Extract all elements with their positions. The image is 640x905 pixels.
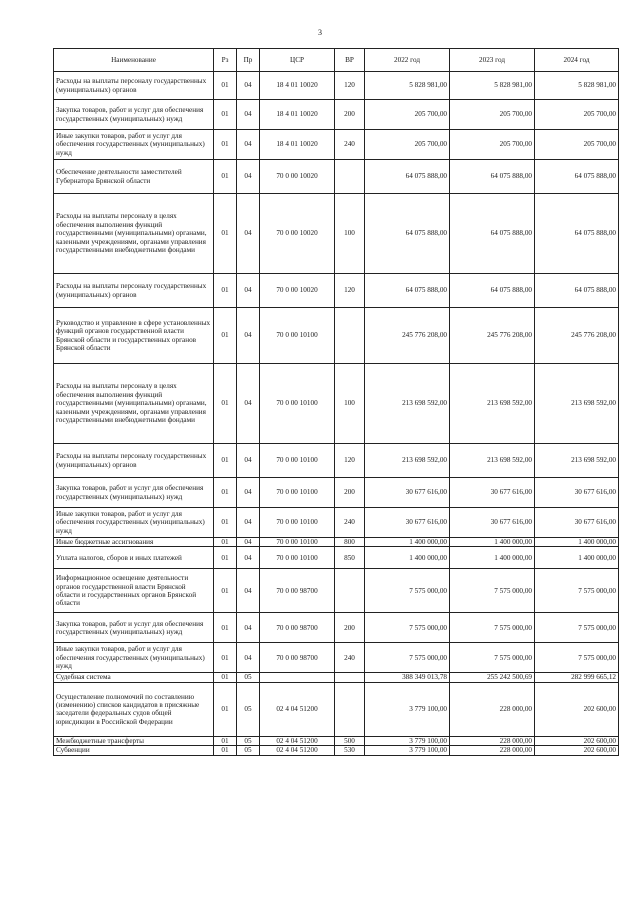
cell-rz: 01 — [214, 682, 237, 736]
cell-csr: 02 4 04 51200 — [260, 746, 335, 755]
cell-y2024: 7 575 000,00 — [535, 643, 619, 673]
table-body — [54, 72, 619, 756]
table-row — [54, 736, 619, 745]
cell-pr: 04 — [237, 364, 260, 444]
cell-name: Иные закупки товаров, работ и услуг для обеспечения государственных (муниципальных) нужд — [54, 130, 214, 160]
cell-y2022: 205 700,00 — [365, 130, 450, 160]
cell-csr: 70 0 00 10020 — [260, 274, 335, 308]
cell-pr: 05 — [237, 746, 260, 755]
cell-y2023: 7 575 000,00 — [450, 613, 535, 643]
table-row — [54, 643, 619, 673]
cell-rz: 01 — [214, 643, 237, 673]
cell-y2024: 7 575 000,00 — [535, 569, 619, 613]
cell-y2023: 64 075 888,00 — [450, 194, 535, 274]
cell-y2023: 5 828 981,00 — [450, 72, 535, 100]
cell-csr: 70 0 00 10100 — [260, 538, 335, 547]
cell-y2022: 388 349 013,78 — [365, 673, 450, 682]
cell-csr: 02 4 04 51200 — [260, 736, 335, 745]
cell-csr: 70 0 00 10100 — [260, 308, 335, 364]
cell-y2022: 7 575 000,00 — [365, 613, 450, 643]
header-rz: Рз — [214, 49, 237, 72]
cell-rz: 01 — [214, 547, 237, 569]
cell-y2023: 255 242 500,69 — [450, 673, 535, 682]
cell-vr: 240 — [335, 130, 365, 160]
cell-rz: 01 — [214, 538, 237, 547]
cell-name: Расходы на выплаты персоналу в целях обеспечения выполнения функций государственными (муниципальными) органами, казенными учреждениями, органами управления государственными внебюджетными фондами — [54, 364, 214, 444]
table-row — [54, 538, 619, 547]
cell-vr: 500 — [335, 736, 365, 745]
cell-name: Информационное освещение деятельности органов государственной власти Брянской области и государственных органов Брянской области — [54, 569, 214, 613]
cell-name: Межбюджетные трансферты — [54, 736, 214, 745]
table-row — [54, 508, 619, 538]
cell-vr — [335, 682, 365, 736]
cell-y2022: 3 779 100,00 — [365, 746, 450, 755]
cell-rz: 01 — [214, 736, 237, 745]
cell-y2022: 30 677 616,00 — [365, 478, 450, 508]
table-row — [54, 308, 619, 364]
cell-y2024: 5 828 981,00 — [535, 72, 619, 100]
cell-pr: 04 — [237, 547, 260, 569]
cell-vr: 530 — [335, 746, 365, 755]
cell-rz: 01 — [214, 72, 237, 100]
cell-pr: 04 — [237, 274, 260, 308]
cell-y2022: 64 075 888,00 — [365, 160, 450, 194]
table-row — [54, 613, 619, 643]
header-pr: Пр — [237, 49, 260, 72]
cell-rz: 01 — [214, 746, 237, 755]
cell-rz: 01 — [214, 160, 237, 194]
cell-rz: 01 — [214, 569, 237, 613]
cell-y2023: 213 698 592,00 — [450, 364, 535, 444]
cell-name: Судебная система — [54, 673, 214, 682]
cell-y2024: 30 677 616,00 — [535, 478, 619, 508]
cell-y2022: 7 575 000,00 — [365, 643, 450, 673]
cell-csr: 70 0 00 10020 — [260, 160, 335, 194]
table-row — [54, 682, 619, 736]
table-row — [54, 673, 619, 682]
cell-vr: 200 — [335, 100, 365, 130]
cell-vr: 100 — [335, 364, 365, 444]
cell-name: Расходы на выплаты персоналу государственных (муниципальных) органов — [54, 444, 214, 478]
cell-pr: 04 — [237, 194, 260, 274]
cell-name: Расходы на выплаты персоналу государственных (муниципальных) органов — [54, 72, 214, 100]
cell-name: Руководство и управление в сфере установленных функций органов государственной власти Брянской области и государственных органов Брянской области — [54, 308, 214, 364]
cell-y2024: 64 075 888,00 — [535, 274, 619, 308]
cell-rz: 01 — [214, 364, 237, 444]
cell-pr: 04 — [237, 100, 260, 130]
cell-vr: 100 — [335, 194, 365, 274]
table-row — [54, 547, 619, 569]
cell-y2024: 202 600,00 — [535, 746, 619, 755]
table-row — [54, 274, 619, 308]
cell-name: Иные бюджетные ассигнования — [54, 538, 214, 547]
cell-y2024: 64 075 888,00 — [535, 194, 619, 274]
cell-vr — [335, 569, 365, 613]
cell-rz: 01 — [214, 130, 237, 160]
cell-name: Уплата налогов, сборов и иных платежей — [54, 547, 214, 569]
cell-y2022: 5 828 981,00 — [365, 72, 450, 100]
cell-name: Закупка товаров, работ и услуг для обеспечения государственных (муниципальных) нужд — [54, 478, 214, 508]
cell-csr: 18 4 01 10020 — [260, 72, 335, 100]
cell-y2023: 205 700,00 — [450, 130, 535, 160]
cell-csr: 70 0 00 10100 — [260, 547, 335, 569]
cell-vr — [335, 160, 365, 194]
cell-y2023: 1 400 000,00 — [450, 538, 535, 547]
cell-y2023: 64 075 888,00 — [450, 160, 535, 194]
cell-y2023: 7 575 000,00 — [450, 569, 535, 613]
cell-rz: 01 — [214, 673, 237, 682]
cell-y2022: 205 700,00 — [365, 100, 450, 130]
cell-csr: 70 0 00 10100 — [260, 364, 335, 444]
cell-y2023: 228 000,00 — [450, 736, 535, 745]
cell-csr: 70 0 00 98700 — [260, 569, 335, 613]
cell-vr: 200 — [335, 613, 365, 643]
cell-csr: 70 0 00 10020 — [260, 194, 335, 274]
cell-y2023: 213 698 592,00 — [450, 444, 535, 478]
cell-y2024: 64 075 888,00 — [535, 160, 619, 194]
cell-y2023: 228 000,00 — [450, 746, 535, 755]
header-name: Наименование — [54, 49, 214, 72]
page-number: 3 — [318, 28, 322, 37]
cell-csr: 18 4 01 10020 — [260, 100, 335, 130]
cell-y2022: 1 400 000,00 — [365, 538, 450, 547]
cell-pr: 04 — [237, 478, 260, 508]
table-header-row — [54, 49, 619, 72]
cell-vr: 120 — [335, 72, 365, 100]
cell-csr: 70 0 00 10100 — [260, 508, 335, 538]
cell-y2024: 1 400 000,00 — [535, 547, 619, 569]
cell-y2022: 213 698 592,00 — [365, 444, 450, 478]
table-row — [54, 160, 619, 194]
header-2024: 2024 год — [535, 49, 619, 72]
cell-y2022: 7 575 000,00 — [365, 569, 450, 613]
cell-y2024: 202 600,00 — [535, 682, 619, 736]
cell-csr: 70 0 00 10100 — [260, 478, 335, 508]
cell-rz: 01 — [214, 194, 237, 274]
cell-vr: 240 — [335, 643, 365, 673]
table-row — [54, 72, 619, 100]
table-row — [54, 100, 619, 130]
cell-pr: 04 — [237, 160, 260, 194]
cell-pr: 04 — [237, 72, 260, 100]
cell-y2023: 205 700,00 — [450, 100, 535, 130]
cell-vr — [335, 308, 365, 364]
cell-name: Закупка товаров, работ и услуг для обеспечения государственных (муниципальных) нужд — [54, 613, 214, 643]
cell-name: Осуществление полномочий по составлению (изменению) списков кандидатов в присяжные заседатели федеральных судов общей юрисдикции в Российской Федерации — [54, 682, 214, 736]
budget-table — [53, 48, 619, 756]
cell-y2024: 30 677 616,00 — [535, 508, 619, 538]
cell-pr: 05 — [237, 682, 260, 736]
cell-vr: 850 — [335, 547, 365, 569]
cell-name: Закупка товаров, работ и услуг для обеспечения государственных (муниципальных) нужд — [54, 100, 214, 130]
cell-rz: 01 — [214, 100, 237, 130]
cell-pr: 04 — [237, 444, 260, 478]
cell-pr: 04 — [237, 308, 260, 364]
cell-vr: 800 — [335, 538, 365, 547]
table-row — [54, 194, 619, 274]
cell-y2024: 245 776 208,00 — [535, 308, 619, 364]
table-row — [54, 478, 619, 508]
header-2023: 2023 год — [450, 49, 535, 72]
cell-name: Расходы на выплаты персоналу в целях обеспечения выполнения функций государственными (муниципальными) органами, казенными учреждениями, органами управления государственными внебюджетными фондами — [54, 194, 214, 274]
table-row — [54, 444, 619, 478]
table-row — [54, 569, 619, 613]
cell-y2024: 282 999 665,12 — [535, 673, 619, 682]
header-csr: ЦСР — [260, 49, 335, 72]
cell-name: Иные закупки товаров, работ и услуг для обеспечения государственных (муниципальных) нужд — [54, 508, 214, 538]
cell-pr: 04 — [237, 538, 260, 547]
cell-y2022: 3 779 100,00 — [365, 736, 450, 745]
cell-csr: 70 0 00 98700 — [260, 643, 335, 673]
cell-vr — [335, 673, 365, 682]
cell-rz: 01 — [214, 613, 237, 643]
cell-rz: 01 — [214, 444, 237, 478]
cell-y2023: 7 575 000,00 — [450, 643, 535, 673]
cell-vr: 120 — [335, 274, 365, 308]
cell-csr: 02 4 04 51200 — [260, 682, 335, 736]
table-row — [54, 364, 619, 444]
cell-y2023: 30 677 616,00 — [450, 478, 535, 508]
cell-y2024: 7 575 000,00 — [535, 613, 619, 643]
cell-pr: 04 — [237, 508, 260, 538]
cell-pr: 04 — [237, 613, 260, 643]
cell-y2024: 205 700,00 — [535, 100, 619, 130]
cell-name: Расходы на выплаты персоналу государственных (муниципальных) органов — [54, 274, 214, 308]
cell-name: Иные закупки товаров, работ и услуг для обеспечения государственных (муниципальных) нужд — [54, 643, 214, 673]
cell-csr: 18 4 01 10020 — [260, 130, 335, 160]
cell-y2024: 213 698 592,00 — [535, 444, 619, 478]
cell-name: Субвенции — [54, 746, 214, 755]
header-vr: ВР — [335, 49, 365, 72]
header-2022: 2022 год — [365, 49, 450, 72]
cell-y2023: 1 400 000,00 — [450, 547, 535, 569]
cell-vr: 200 — [335, 478, 365, 508]
cell-name: Обеспечение деятельности заместителей Губернатора Брянской области — [54, 160, 214, 194]
table-row — [54, 130, 619, 160]
cell-pr: 05 — [237, 736, 260, 745]
cell-y2022: 64 075 888,00 — [365, 194, 450, 274]
cell-y2024: 202 600,00 — [535, 736, 619, 745]
cell-y2024: 213 698 592,00 — [535, 364, 619, 444]
cell-y2023: 228 000,00 — [450, 682, 535, 736]
cell-y2024: 205 700,00 — [535, 130, 619, 160]
cell-y2022: 245 776 208,00 — [365, 308, 450, 364]
cell-vr: 240 — [335, 508, 365, 538]
cell-y2022: 64 075 888,00 — [365, 274, 450, 308]
cell-csr: 70 0 00 10100 — [260, 444, 335, 478]
cell-y2023: 64 075 888,00 — [450, 274, 535, 308]
cell-y2022: 1 400 000,00 — [365, 547, 450, 569]
cell-rz: 01 — [214, 274, 237, 308]
cell-y2022: 213 698 592,00 — [365, 364, 450, 444]
cell-y2022: 30 677 616,00 — [365, 508, 450, 538]
cell-pr: 04 — [237, 130, 260, 160]
cell-csr — [260, 673, 335, 682]
cell-rz: 01 — [214, 478, 237, 508]
cell-rz: 01 — [214, 308, 237, 364]
cell-pr: 04 — [237, 569, 260, 613]
cell-vr: 120 — [335, 444, 365, 478]
cell-y2024: 1 400 000,00 — [535, 538, 619, 547]
table-row — [54, 746, 619, 755]
cell-csr: 70 0 00 98700 — [260, 613, 335, 643]
cell-y2023: 245 776 208,00 — [450, 308, 535, 364]
cell-y2022: 3 779 100,00 — [365, 682, 450, 736]
cell-pr: 05 — [237, 673, 260, 682]
cell-pr: 04 — [237, 643, 260, 673]
cell-y2023: 30 677 616,00 — [450, 508, 535, 538]
cell-rz: 01 — [214, 508, 237, 538]
